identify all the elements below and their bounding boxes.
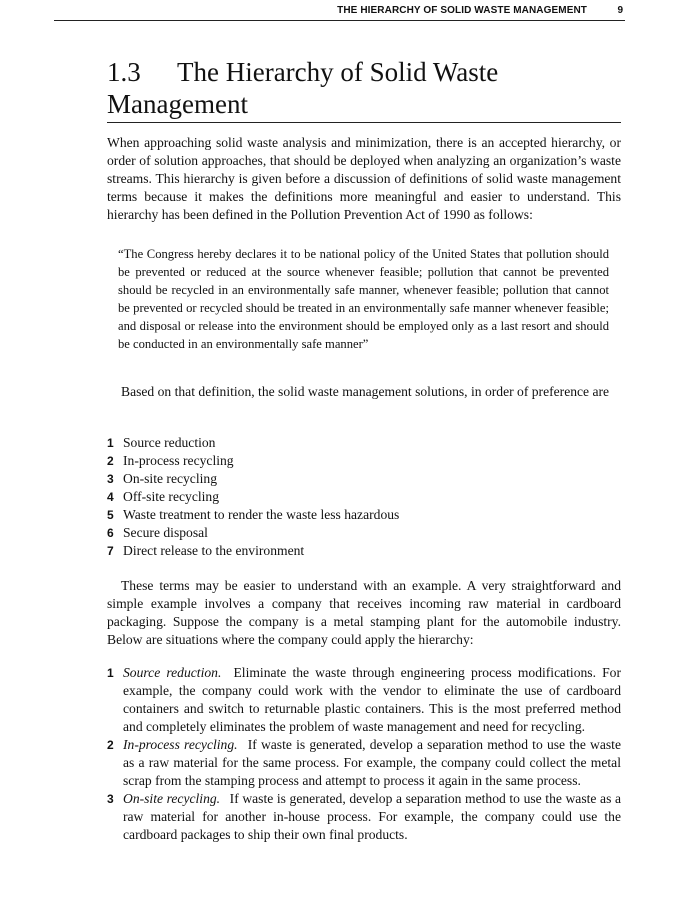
list-number: 3 (107, 792, 114, 806)
list-item (107, 664, 621, 736)
running-head (54, 4, 625, 21)
list-item-text: Secure disposal (123, 525, 208, 540)
hierarchy-list (107, 434, 621, 560)
list-item-text: If waste is generated, develop a separation method to use the waste as a raw material for another in-house process. For example, the company could use the cardboard packages to ship their own final products. (123, 791, 621, 842)
list-number: 1 (107, 436, 114, 450)
list-item (107, 506, 621, 524)
section-heading (107, 56, 621, 123)
list-number: 1 (107, 666, 114, 680)
list-number: 6 (107, 526, 114, 540)
list-item-text: In-process recycling (123, 453, 234, 468)
list-item-text: Waste treatment to render the waste less hazardous (123, 507, 400, 522)
block-quote: “The Congress hereby declares it to be national policy of the United States that pollution should be prevented or reduced at the source whenever feasible; pollution that cannot be prevented should be recycled in an environmentally safe manner, whenever feasible; pollution that cannot be prevented or recycled should be treated in an environmentally safe manner whenever feasible; and disposal or release into the environment should be employed only as a last resort and should be conducted in an environmentally safe manner” (118, 247, 609, 351)
section-title: The Hierarchy of Solid Waste Management (107, 57, 499, 119)
list-number: 7 (107, 544, 114, 558)
list-number: 5 (107, 508, 114, 522)
list-item (107, 470, 621, 488)
list-item-text: If waste is generated, develop a separation method to use the waste as a raw material for the same process. For example, the company could collect the metal scrap from the stamping process and attempt to process it again in the same process. (123, 737, 621, 788)
list-number: 2 (107, 738, 114, 752)
intro-paragraph: When approaching solid waste analysis and minimization, there is an accepted hierarchy, or order of solution approaches, that should be deployed when analyzing an organization’s waste streams. This hierarchy is given before a discussion of definitions of solid waste management terms because it makes the definitions more meaningful and easier to understand. This hierarchy has been defined in the Pollution Prevention Act of 1990 as follows: (107, 135, 621, 222)
section-number: 1.3 (107, 57, 141, 87)
running-head-title: THE HIERARCHY OF SOLID WASTE MANAGEMENT (337, 5, 587, 16)
page-number: 9 (617, 5, 623, 16)
list-item (107, 488, 621, 506)
list-item (107, 542, 621, 560)
list-item-text: On-site recycling (123, 471, 217, 486)
list-item (107, 790, 621, 844)
definition-paragraph: Based on that definition, the solid waste management solutions, in order of preference are (121, 384, 610, 399)
example-paragraph: These terms may be easier to understand with an example. A very straightforward and simple example involves a company that receives incoming raw material in cardboard packaging. Suppose the company is a metal stamping plant for the automobile industry. Below are situations where the company could apply the hierarchy: (107, 578, 621, 647)
list-item-text: Direct release to the environment (123, 543, 305, 558)
list-item-term: Source reduction. (123, 665, 222, 680)
list-item (107, 452, 621, 470)
list-number: 2 (107, 454, 114, 468)
list-number: 4 (107, 490, 114, 504)
example-list (107, 664, 621, 844)
list-item-text: Off-site recycling (123, 489, 219, 504)
list-item (107, 434, 621, 452)
list-number: 3 (107, 472, 114, 486)
list-item-term: In-process recycling. (123, 737, 238, 752)
list-item (107, 736, 621, 790)
list-item-term: On-site recycling. (123, 791, 221, 806)
list-item-text: Eliminate the waste through engineering process modifications. For example, the company could work with the vendor to eliminate the use of cardboard containers and switch to returnable plastic containers. This is the most preferred method and completely eliminates the problem of waste management and need for recycling. (123, 665, 621, 734)
list-item (107, 524, 621, 542)
list-item-text: Source reduction (123, 435, 216, 450)
